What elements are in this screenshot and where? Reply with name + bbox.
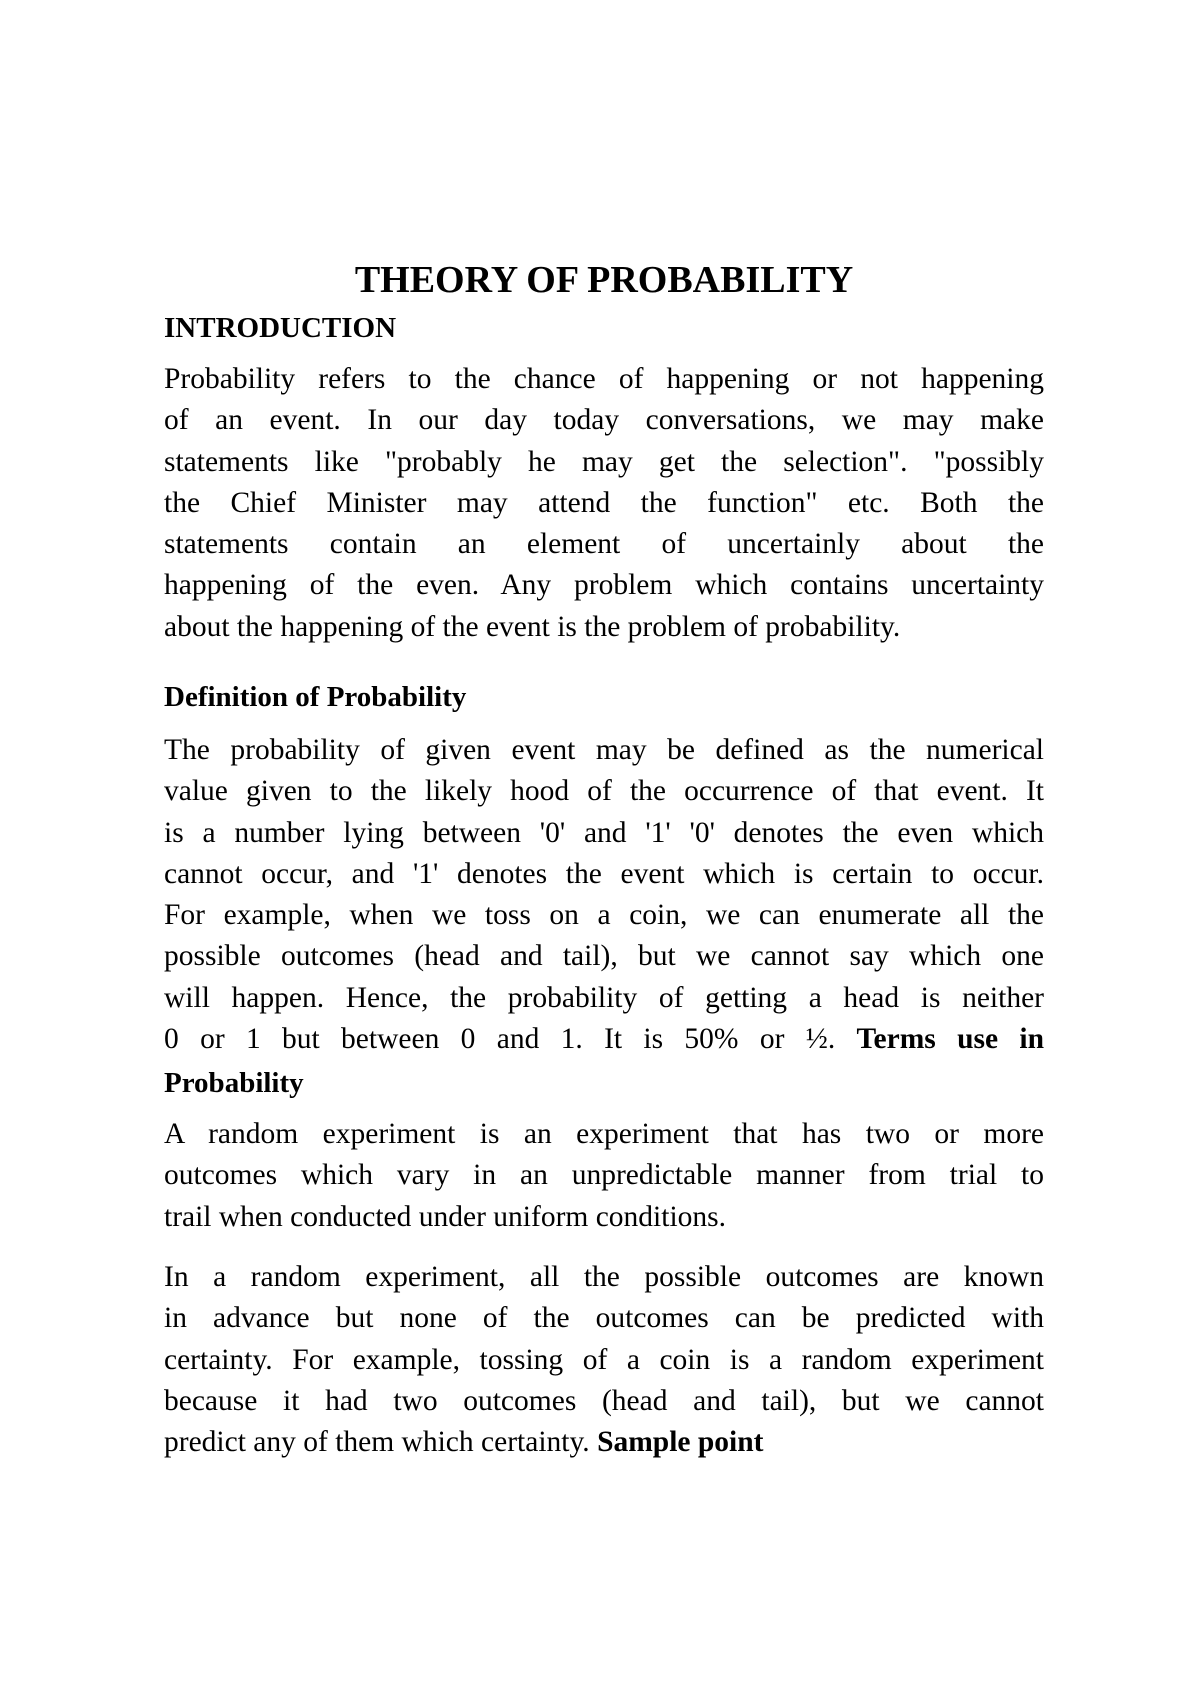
paragraph-line: value given to the likely hood of the occurrence of that event. It [164, 775, 1044, 808]
paragraph-line: trail when conducted under uniform conditions. [164, 1200, 726, 1233]
paragraph-line: because it had two outcomes (head and tail), but we cannot [164, 1384, 1044, 1417]
paragraph-line: The probability of given event may be defined as the numerical [164, 734, 1044, 766]
introduction-heading: INTRODUCTION [164, 312, 397, 344]
paragraph-text: predict any of them which certainty. [164, 1426, 598, 1459]
document-title: THEORY OF PROBABILITY [354, 259, 854, 301]
paragraph-line: In a random experiment, all the possible outcomes are known [164, 1261, 1044, 1293]
paragraph-line-with-inline-heading [164, 1019, 1044, 1060]
terms-heading-part1: Terms use in [856, 1023, 1044, 1056]
paragraph-line: certainty. For example, tossing of a coin is a random experiment [164, 1343, 1044, 1376]
paragraph-line: possible outcomes (head and tail), but we cannot say which one [164, 940, 1044, 973]
paragraph-line: in advance but none of the outcomes can be predicted with [164, 1302, 1044, 1335]
paragraph-text: 0 or 1 but between 0 and 1. It is 50% or ½. [164, 1023, 857, 1056]
paragraph-line: statements contain an element of uncertainly about the [164, 528, 1044, 561]
paragraph-line: statements like "probably he may get the selection". "possibly [164, 445, 1044, 478]
paragraph-line-with-inline-heading [164, 1422, 1044, 1463]
definition-paragraph [164, 730, 1044, 1060]
paragraph-line: Probability refers to the chance of happening or not happening [164, 363, 1044, 395]
definition-heading: Definition of Probability [164, 681, 467, 713]
paragraph-line: For example, when we toss on a coin, we can enumerate all the [164, 899, 1044, 932]
paragraph-line: outcomes which vary in an unpredictable manner from trial to [164, 1159, 1044, 1192]
paragraph-line: is a number lying between '0' and '1' '0' denotes the even which [164, 816, 1044, 849]
sample-point-heading: Sample point [597, 1426, 764, 1459]
random-experiment-example-paragraph [164, 1257, 1044, 1463]
introduction-paragraph [164, 359, 1044, 648]
paragraph-line: of an event. In our day today conversations, we may make [164, 404, 1044, 437]
paragraph-line: cannot occur, and '1' denotes the event which is certain to occur. [164, 857, 1044, 890]
paragraph-line: happening of the even. Any problem which contains uncertainty [164, 569, 1044, 602]
paragraph-line: A random experiment is an experiment that has two or more [164, 1118, 1044, 1150]
random-experiment-paragraph [164, 1114, 1044, 1238]
paragraph-line: will happen. Hence, the probability of getting a head is neither [164, 981, 1044, 1014]
terms-heading-part2: Probability [164, 1067, 304, 1099]
paragraph-line: the Chief Minister may attend the function" etc. Both the [164, 486, 1044, 519]
paragraph-line: about the happening of the event is the problem of probability. [164, 610, 901, 643]
